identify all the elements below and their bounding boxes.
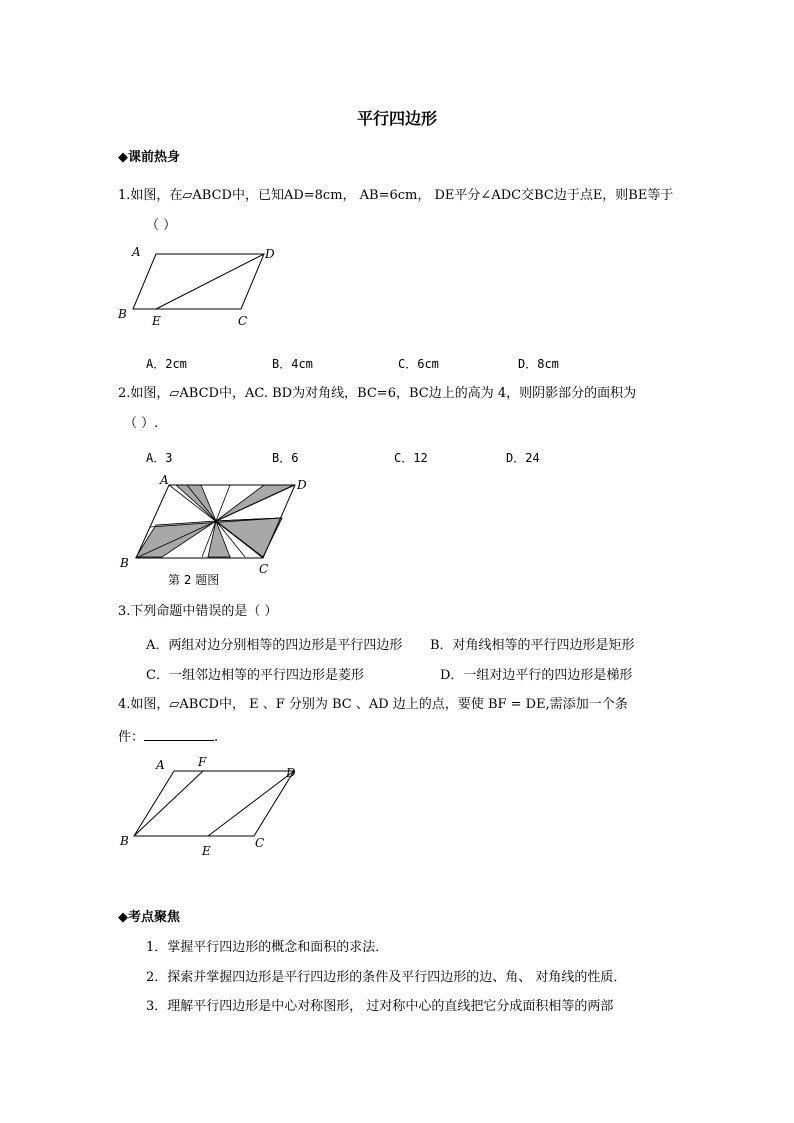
q1-stem: 1.如图，在▱ABCD中，已知AD=8cm， AB=6cm， DE平分∠ADC交BC边于点E，则BE等于 bbox=[118, 188, 674, 203]
q2-option-d[interactable]: D．24 bbox=[506, 451, 540, 465]
q3-option-a[interactable]: A．两组对边分别相等的四边形是平行四边形 bbox=[146, 638, 403, 653]
focus-item-2: 2．探索并掌握四边形是平行四边形的条件及平行四边形的边、角、 对角线的性质． bbox=[146, 970, 627, 985]
q1-option-a[interactable]: A．2cm bbox=[146, 357, 187, 371]
q4-fill-line bbox=[118, 728, 218, 746]
q1-option-b[interactable]: B．4cm bbox=[272, 357, 313, 371]
q2-option-b[interactable]: B．6 bbox=[272, 451, 299, 465]
q1-label-b: B bbox=[118, 307, 127, 321]
focus-item-1: 1．掌握平行四边形的概念和面积的求法． bbox=[146, 940, 389, 955]
q4-fill-suffix: . bbox=[214, 730, 219, 745]
q4-label-e: E bbox=[202, 844, 211, 858]
section-heading-focus: ◆考点聚焦 bbox=[118, 910, 180, 925]
q4-figure bbox=[112, 752, 312, 862]
q3-option-b[interactable]: B．对角线相等的平行四边形是矩形 bbox=[430, 638, 635, 653]
q1-label-d: D bbox=[265, 247, 275, 261]
q2-label-c: C bbox=[259, 562, 269, 576]
q1-label-a: A bbox=[132, 245, 141, 259]
q1-label-e: E bbox=[152, 314, 161, 328]
q4-label-d: D bbox=[286, 766, 296, 780]
q1-option-c[interactable]: C．6cm bbox=[398, 357, 439, 371]
q2-figure-caption: 第 2 题图 bbox=[168, 573, 220, 587]
q1-option-d[interactable]: D．8cm bbox=[518, 357, 559, 371]
q3-option-c[interactable]: C．一组邻边相等的平行四边形是菱形 bbox=[146, 668, 364, 683]
q2-stem: 2.如图，▱ABCD中，AC. BD为对角线，BC=6，BC边上的高为 4，则阴影部分的面积为 bbox=[118, 386, 637, 401]
q4-fill-prefix: 件： bbox=[118, 730, 145, 745]
q2-label-b: B bbox=[120, 556, 129, 570]
q3-option-d[interactable]: D．一组对边平行的四边形是梯形 bbox=[440, 668, 633, 683]
q1-label-c: C bbox=[238, 314, 248, 328]
q4-label-a: A bbox=[156, 758, 165, 772]
focus-item-3: 3．理解平行四边形是中心对称图形， 过对称中心的直线把它分成面积相等的两部 bbox=[146, 999, 614, 1014]
q4-segment-de bbox=[208, 771, 294, 836]
q1-figure bbox=[110, 240, 300, 335]
q4-label-b: B bbox=[120, 834, 129, 848]
q1-parallelogram bbox=[133, 254, 264, 309]
q2-label-d: D bbox=[297, 478, 307, 492]
q3-stem: 3.下列命题中错误的是（ ） bbox=[118, 604, 278, 619]
q2-answer-paren: （ ）. bbox=[124, 416, 159, 431]
q2-option-a[interactable]: A．3 bbox=[146, 451, 173, 465]
q4-label-c: C bbox=[255, 836, 265, 850]
q2-figure bbox=[112, 470, 322, 578]
q2-option-c[interactable]: C．12 bbox=[394, 451, 428, 465]
section-heading-warmup: ◆课前热身 bbox=[118, 150, 180, 165]
q4-label-f: F bbox=[198, 755, 207, 769]
q4-answer-blank[interactable] bbox=[144, 728, 214, 741]
page-title: 平行四边形 bbox=[356, 109, 437, 128]
q4-stem: 4.如图，▱ABCD中， E 、F 分别为 BC 、AD 边上的点，要使 BF = DE,需添加一个条 bbox=[118, 697, 628, 712]
q1-answer-paren: （ ） bbox=[146, 218, 177, 233]
q2-label-a: A bbox=[160, 473, 169, 487]
q1-segment-de bbox=[156, 254, 264, 309]
q4-parallelogram bbox=[134, 771, 294, 836]
